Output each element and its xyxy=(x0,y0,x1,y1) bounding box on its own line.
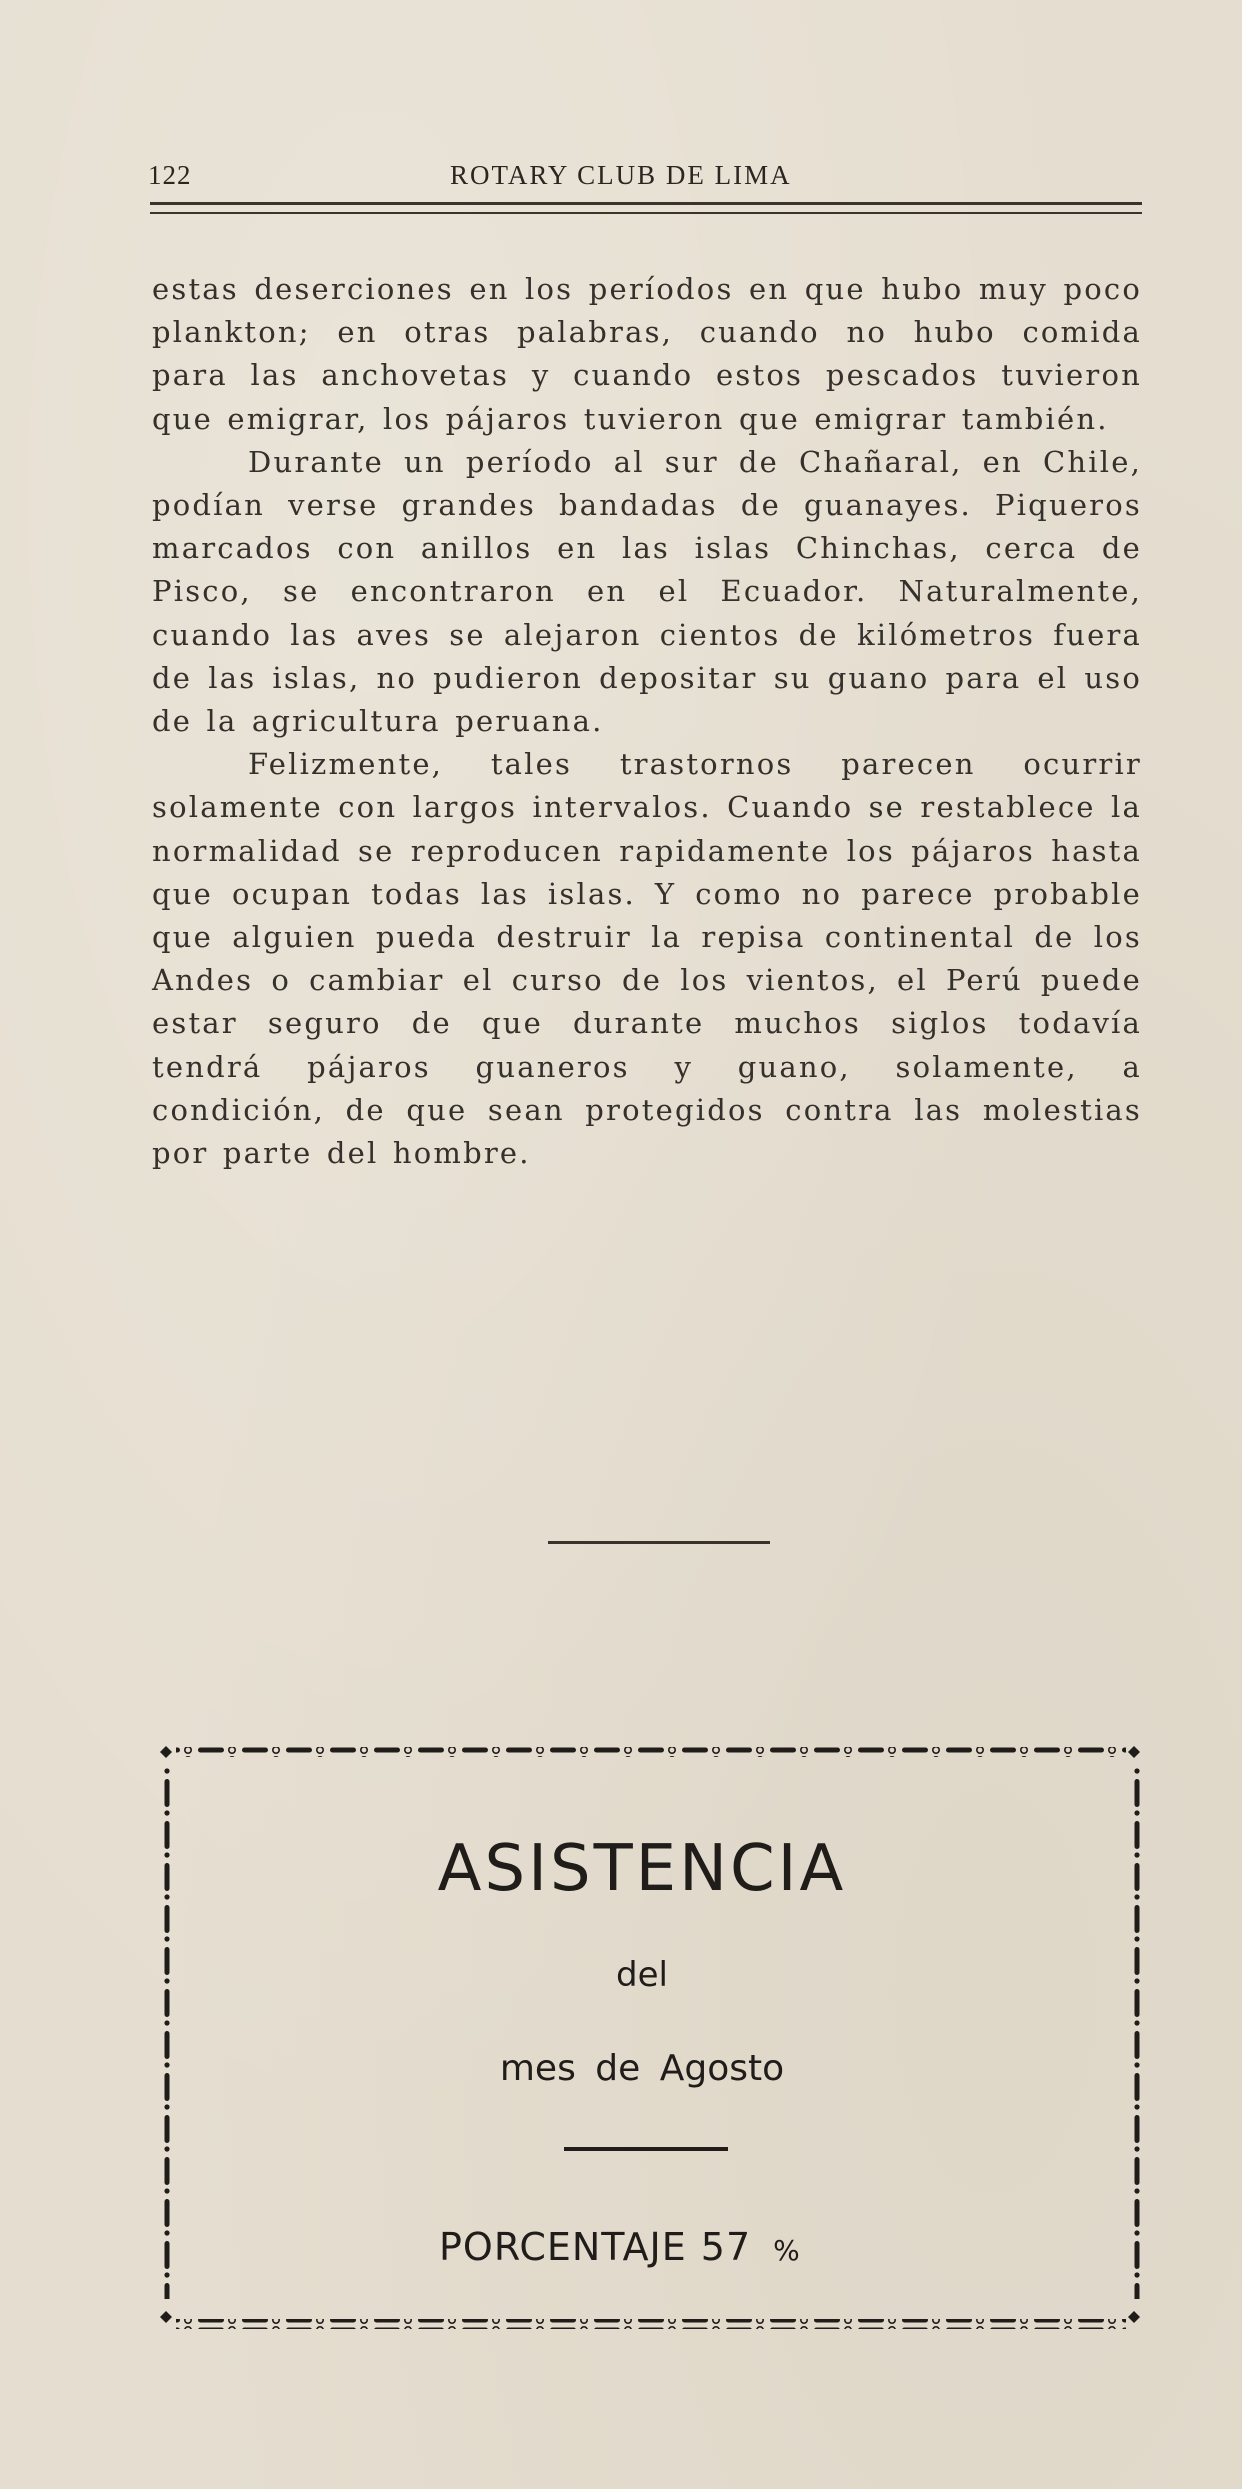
attendance-box xyxy=(152,1735,1152,2335)
paragraph-1: estas deserciones en los períodos en que hubo muy poco plankton; en otras palabras, cuando no hubo comida para las anchovetas y cuando estos pescados tuvieron que emigrar, los pájaros tuvieron que emigrar también. xyxy=(152,272,1142,436)
paragraph-2: Durante un período al sur de Chañaral, en Chile, podían verse grandes bandadas de guanayes. Piqueros marcados con anillos en las islas Chinchas, cerca de Pisco, se encontraron en el Ecuador. Naturalmente, cuando las aves se alejaron cientos de kilómetros fuera de las islas, no pudieron depositar su guano para el uso de la agricultura peruana. xyxy=(152,444,1142,739)
attendance-percentage xyxy=(439,2225,801,2269)
attendance-month: mes de Agosto xyxy=(499,2048,785,2089)
header-rule-thick xyxy=(150,202,1142,205)
header-rule-thin xyxy=(150,212,1142,214)
article-body xyxy=(152,268,1142,1175)
percentage-sign: % xyxy=(773,2234,801,2267)
percentage-value: 57 xyxy=(700,2225,752,2269)
attendance-del: del xyxy=(616,1955,668,1995)
running-title: ROTARY CLUB DE LIMA xyxy=(450,160,792,190)
page-header xyxy=(148,160,1143,194)
attendance-title: ASISTENCIA xyxy=(437,1832,847,1906)
paragraph-3: Felizmente, tales trastornos parecen ocurrir solamente con largos intervalos. Cuando se restablece la normalidad se reproducen rapidamente los pájaros hasta que ocupan todas las islas. Y como no parece probable que alguien pueda destruir la repisa continental de los Andes o cambiar el curso de los vientos, el Perú puede estar seguro de que durante muchos siglos todavía tendrá pájaros guaneros y guano, solamente, a condición, de que sean protegidos contra las molestias por parte del hombre. xyxy=(152,747,1142,1171)
percentage-label: PORCENTAJE xyxy=(439,2225,687,2269)
page-number: 122 xyxy=(148,160,192,190)
attendance-divider xyxy=(564,2147,728,2151)
section-divider xyxy=(548,1541,770,1544)
